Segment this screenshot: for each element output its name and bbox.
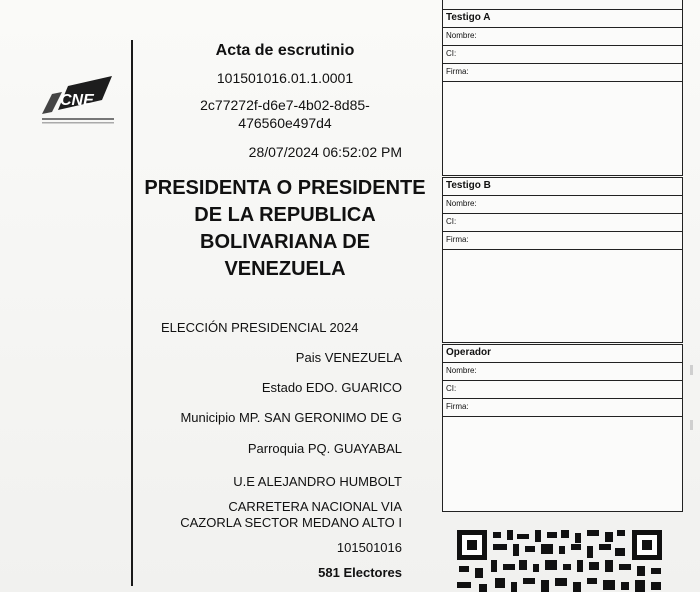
cne-logo-icon [38,72,118,128]
witness-b-name-label: Nombre: [443,196,682,214]
hash-line-1: 2c77272f-d6e7-4b02-8d85- [200,97,370,113]
operator-box [442,344,683,512]
svg-text:CNE: CNE [60,92,94,109]
witness-a-box [442,9,683,176]
divider-line [131,40,133,586]
address-line-1: CARRETERA NACIONAL VIA [228,499,402,514]
witness-a-name-label: Nombre: [443,28,682,46]
witness-b-box [442,177,683,343]
office-title: PRESIDENTA O PRESIDENTE DE LA REPUBLICA BOLIVARIANA DE VENEZUELA [144,177,426,280]
witness-a-signature-label: Firma: [443,64,682,82]
country: Pais VENEZUELA [295,350,402,365]
election-name: ELECCIÓN PRESIDENCIAL 2024 [161,320,359,335]
state: Estado EDO. GUARICO [261,380,402,395]
witness-a-title: Testigo A [443,10,682,28]
center-code: 101501016 [336,540,402,555]
parish: Parroquia PQ. GUAYABAL [247,441,402,456]
qr-code-icon [457,530,662,592]
witness-b-ci-label: CI: [443,214,682,232]
document-title: Acta de escrutinio [215,42,355,59]
margin-mark [690,365,693,375]
center-name: U.E ALEJANDRO HUMBOLT [233,474,402,489]
operator-signature-label: Firma: [443,399,682,417]
operator-ci-label: CI: [443,381,682,399]
municipality: Municipio MP. SAN GERONIMO DE G [180,410,402,425]
margin-mark [690,420,693,430]
acta-number: 101501016.01.1.0001 [216,70,354,86]
witness-b-signature-label: Firma: [443,232,682,250]
witness-b-title: Testigo B [443,178,682,196]
hash-line-2: 476560e497d4 [238,115,332,131]
address-line-2: CAZORLA SECTOR MEDANO ALTO I [180,515,402,530]
datetime: 28/07/2024 06:52:02 PM [248,144,402,160]
operator-name-label: Nombre: [443,363,682,381]
electors-count: 581 Electores [318,565,402,580]
operator-title: Operador [443,345,682,363]
witness-a-ci-label: CI: [443,46,682,64]
